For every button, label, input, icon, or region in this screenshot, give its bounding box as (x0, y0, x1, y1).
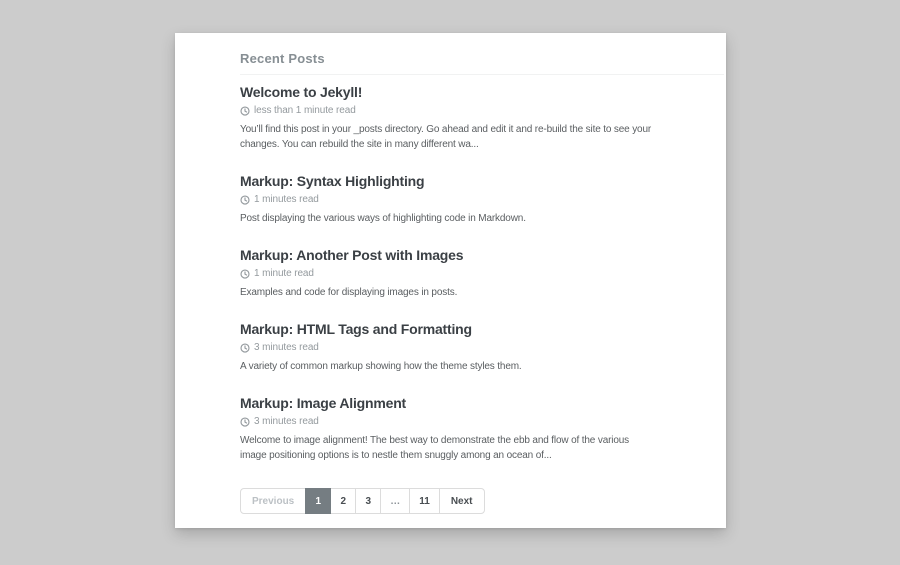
content-card (175, 33, 726, 528)
read-time: 3 minutes read (254, 416, 319, 427)
post-excerpt (240, 122, 722, 152)
post-excerpt (240, 359, 722, 374)
post-list (240, 84, 726, 514)
post-list-item (240, 247, 722, 300)
post-list-item (240, 321, 722, 374)
post-title-link[interactable]: Markup: Image Alignment (240, 395, 407, 411)
post-meta (240, 267, 722, 280)
post-meta (240, 104, 722, 117)
excerpt-line: image positioning options is to nestle them snuggly among an ocean of... (240, 450, 552, 461)
read-time: 1 minutes read (254, 194, 319, 205)
excerpt-line: Welcome to image alignment! The best way to demonstrate the ebb and flow of the various (240, 435, 630, 446)
post-title-link[interactable]: Markup: Another Post with Images (240, 247, 464, 263)
post-meta (240, 415, 722, 428)
post-title-link[interactable]: Markup: HTML Tags and Formatting (240, 321, 472, 337)
pagination-ellipsis: … (380, 488, 410, 514)
post-list-item (240, 173, 722, 226)
pagination-next-button[interactable]: Next (439, 488, 485, 514)
post-excerpt (240, 433, 722, 463)
page-title: Recent Posts (240, 51, 724, 75)
excerpt-line: Post displaying the various ways of highlighting code in Markdown. (240, 213, 526, 224)
pagination (240, 488, 722, 514)
clock-icon (240, 269, 250, 279)
pagination-page-2[interactable]: 2 (330, 488, 356, 514)
excerpt-line: You’ll find this post in your _posts directory. Go ahead and edit it and re-build the site to see your (240, 124, 652, 135)
post-excerpt (240, 211, 722, 226)
excerpt-line: Examples and code for displaying images in posts. (240, 287, 458, 298)
post-list-item (240, 84, 722, 152)
post-excerpt (240, 285, 722, 300)
read-time: less than 1 minute read (254, 105, 356, 116)
excerpt-line: A variety of common markup showing how the theme styles them. (240, 361, 522, 372)
post-meta (240, 193, 722, 206)
excerpt-line: changes. You can rebuild the site in many different wa... (240, 139, 479, 150)
read-time: 1 minute read (254, 268, 314, 279)
pagination-page-3[interactable]: 3 (355, 488, 381, 514)
clock-icon (240, 106, 250, 116)
clock-icon (240, 417, 250, 427)
pagination-page-11[interactable]: 11 (409, 488, 440, 514)
post-title-link[interactable]: Welcome to Jekyll! (240, 84, 363, 100)
read-time: 3 minutes read (254, 342, 319, 353)
post-list-item (240, 395, 722, 463)
post-meta (240, 341, 722, 354)
clock-icon (240, 195, 250, 205)
pagination-previous-button[interactable]: Previous (240, 488, 306, 514)
clock-icon (240, 343, 250, 353)
pagination-page-1[interactable]: 1 (305, 488, 331, 514)
post-title-link[interactable]: Markup: Syntax Highlighting (240, 173, 425, 189)
